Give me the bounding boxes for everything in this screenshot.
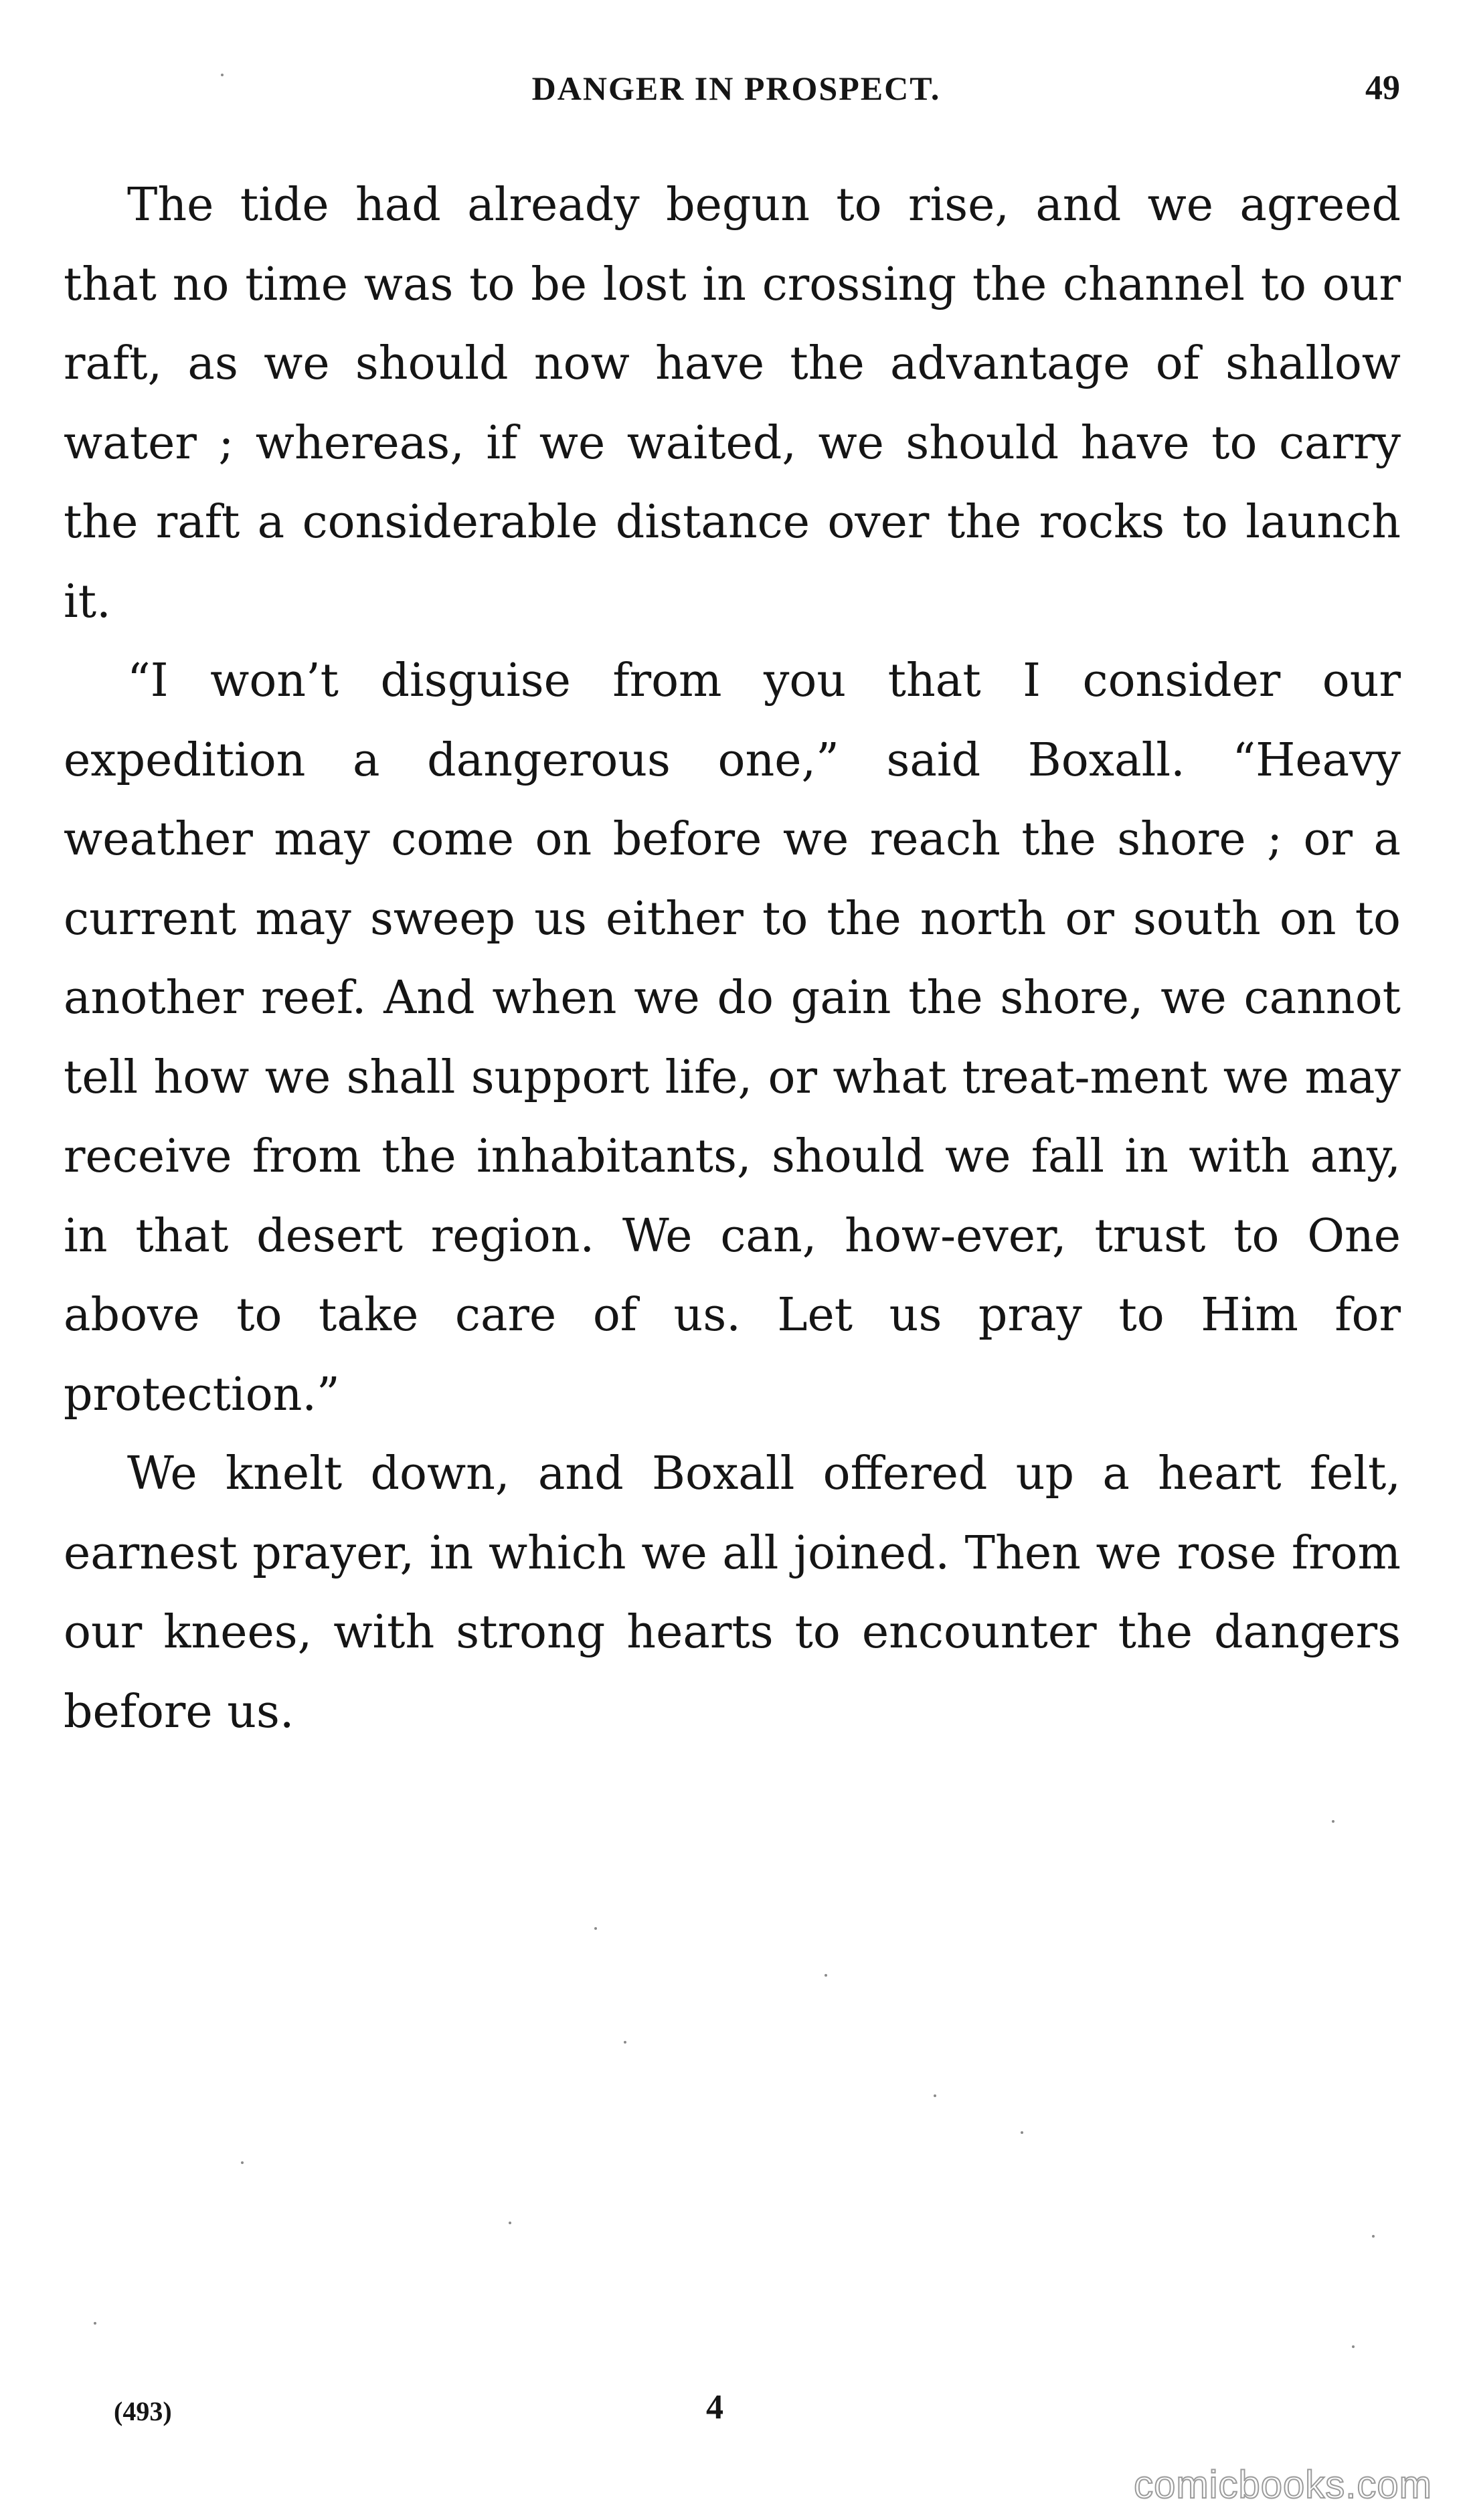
print-speck (221, 74, 224, 76)
running-head (67, 62, 1405, 115)
print-speck (241, 2161, 244, 2164)
print-speck (624, 2041, 626, 2044)
print-speck (1332, 1820, 1334, 1823)
paragraph: We knelt down, and Boxall offered up a heart felt, earnest prayer, in which we all joined. Then we rose from our knees, with strong hearts to encounter the dangers before us. (64, 1447, 1401, 1738)
print-speck (1352, 2345, 1355, 2348)
print-speck (934, 2094, 936, 2097)
printer-signature: (493) (114, 2396, 172, 2426)
page-number: 49 (1365, 69, 1400, 107)
print-speck (825, 1974, 827, 1977)
paragraph: “I won’t disguise from you that I consider our expedition a dangerous one,” said Boxall. “Heavy weather may come on before we reach the shore ; or a current may sweep us either to the north or south on to another reef. And when we do gain the shore, we cannot tell how we shall support life, or what treat-ment we may receive from the inhabitants, should we fall in with any, in that desert region. We can, how-ever, trust to One above to take care of us. Let us pray to Him for protection.” (64, 654, 1401, 1421)
paragraph: The tide had already begun to rise, and we agreed that no time was to be lost in crossing the channel to our raft, as we should now have the advantage of shallow water ; whereas, if we waited, we should have to carry the raft a considerable distance over the rocks to launch it. (64, 179, 1401, 628)
print-speck (509, 2222, 511, 2224)
site-watermark: comicbooks.com (1134, 2463, 1432, 2507)
print-speck (594, 1927, 597, 1930)
print-speck (1372, 2235, 1375, 2238)
sheet-signature-mark: 4 (706, 2388, 723, 2426)
print-speck (1021, 2131, 1023, 2134)
body-text (64, 166, 1401, 1752)
chapter-running-title: DANGER IN PROSPECT. (531, 70, 941, 107)
print-speck (94, 2322, 96, 2325)
